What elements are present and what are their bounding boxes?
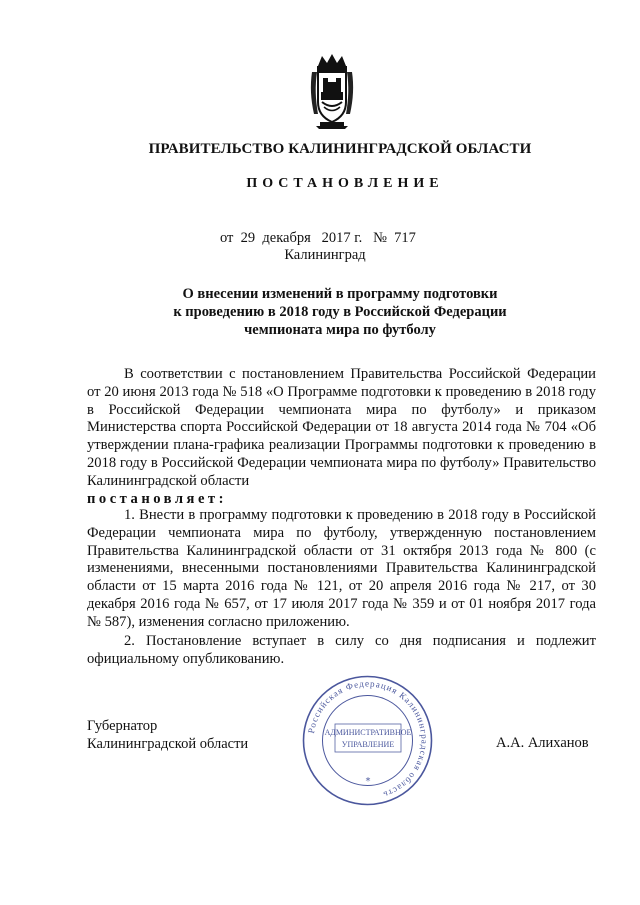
stamp-center-line: АДМИНИСТРАТИВНОЕ <box>324 728 412 737</box>
preamble-paragraph <box>87 366 596 508</box>
preamble-text: В соответствии с постановлением Правительства Российской Федерации от 20 июня 2013 года № 518 «О Программе подготовки к проведению в 2018 году в Российской Федерации чемпионата мира по футболу» и приказом Министерства спорта Российской Федерации от 18 августа 2014 года № 704 «Об утверждении плана-графика реализации Программы подготовки к проведению в 2018 году в Российской Федерации чемпионата мира по футболу» Правительство Калининградской области <box>87 366 596 489</box>
item-2-paragraph: 2. Постановление вступает в силу со дня подписания и подлежит официальному опубликованию. <box>87 633 596 667</box>
date-and-number: от 29 декабря 2017 г. № 717 <box>220 230 416 246</box>
position-line: Калининградской области <box>87 736 249 752</box>
subject-line: к проведению в 2018 году в Российской Федерации <box>173 304 507 320</box>
stamp-center-line: УПРАВЛЕНИЕ <box>341 740 395 749</box>
document-type: ПОСТАНОВЛЕНИЕ <box>246 176 444 191</box>
position-line: Губернатор <box>87 718 158 734</box>
stamp-star-icon: * <box>365 776 371 787</box>
coat-of-arms-emblem <box>308 52 356 130</box>
signatory-position <box>87 717 248 753</box>
subject-line: О внесении изменений в программу подготовки <box>182 286 498 302</box>
resolves-keyword: постановляет: <box>87 490 227 507</box>
subject-line: чемпионата мира по футболу <box>244 322 436 338</box>
city: Калининград <box>284 247 366 263</box>
item-1-paragraph: 1. Внести в программу подготовки к проведению в 2018 году в Российской Федерации чемпионата мира по футболу, утвержденную постановлением Правительства Калининградской области от 31 октября 2013 года № 800 (с изменениями, внесенными постановлениями Правительства Калининградской области от 15 марта 2016 года № 121, от 20 апреля 2016 года № 217, от 30 декабря 2016 года № 657, от 17 июля 2017 года № 359 и от 01 ноября 2017 года № 587), изменения согласно приложению. <box>87 507 596 630</box>
government-title: ПРАВИТЕЛЬСТВО КАЛИНИНГРАДСКОЙ ОБЛАСТИ <box>148 141 532 157</box>
stamp-ring-text: Российская Федерация Калининградская область <box>305 678 430 801</box>
official-stamp <box>299 672 436 809</box>
signatory-name: А.А. Алиханов <box>496 735 589 751</box>
document-subject <box>0 285 640 339</box>
